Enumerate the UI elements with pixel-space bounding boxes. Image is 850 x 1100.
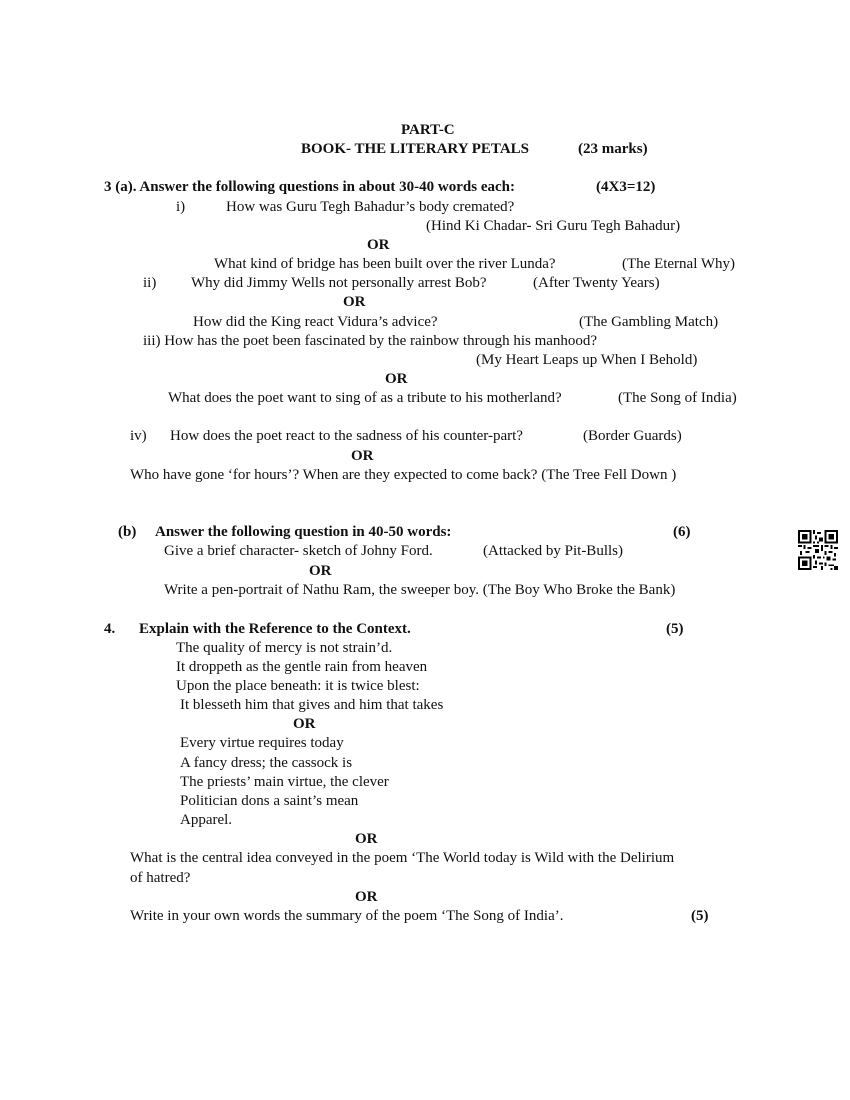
q3a-ii-source: (After Twenty Years) [533, 275, 660, 291]
book-title: BOOK- THE LITERARY PETALS [301, 141, 529, 157]
poem1-line: The quality of mercy is not strain’d. [176, 640, 393, 656]
q3b-marks: (6) [673, 524, 691, 540]
q4-summary-marks: (5) [691, 908, 709, 924]
q3a-iii-question: iii) How has the poet been fascinated by the rainbow through his manhood? [143, 333, 598, 349]
q3a-i-alt-question: What kind of bridge has been built over the river Lunda? [214, 256, 556, 272]
q3a-iii-alt-question: What does the poet want to sing of as a tribute to his motherland? [168, 390, 562, 406]
poem2-line: Politician dons a saint’s mean [180, 793, 359, 809]
or-separator: OR [343, 294, 366, 310]
q4-number: 4. [104, 621, 116, 637]
qr-code-icon [798, 530, 838, 570]
q3a-ii-alt-question: How did the King react Vidura’s advice? [193, 314, 438, 330]
poem2-line: The priests’ main virtue, the clever [180, 774, 389, 790]
q3a-heading: 3 (a). Answer the following questions in about 30-40 words each: [104, 179, 515, 195]
q3b-heading: Answer the following question in 40-50 words: [155, 524, 452, 540]
q3b-label: (b) [118, 524, 137, 540]
part-title: PART-C [401, 122, 455, 138]
q4-central-idea-question: What is the central idea conveyed in the poem ‘The World today is Wild with the Delirium [130, 850, 675, 866]
or-separator: OR [355, 831, 378, 847]
or-separator: OR [293, 716, 316, 732]
or-separator: OR [351, 448, 374, 464]
q4-central-idea-question-cont: of hatred? [130, 870, 191, 886]
q3a-iii-alt-source: (The Song of India) [618, 390, 737, 406]
q4-marks: (5) [666, 621, 684, 637]
q3a-i-question: How was Guru Tegh Bahadur’s body cremated? [226, 199, 515, 215]
q3a-iv-question: How does the poet react to the sadness of his counter-part? [170, 428, 523, 444]
q3b-question: Give a brief character- sketch of Johny Ford. [164, 543, 433, 559]
poem2-line: A fancy dress; the cassock is [180, 755, 353, 771]
q4-summary-question: Write in your own words the summary of the poem ‘The Song of India’. [130, 908, 564, 924]
q3b-alt-question: Write a pen-portrait of Nathu Ram, the sweeper boy. (The Boy Who Broke the Bank) [164, 582, 676, 598]
q3a-ii-question: Why did Jimmy Wells not personally arrest Bob? [191, 275, 487, 291]
or-separator: OR [309, 563, 332, 579]
poem1-line: It droppeth as the gentle rain from heaven [176, 659, 428, 675]
q3a-iii-source: (My Heart Leaps up When I Behold) [476, 352, 698, 368]
or-separator: OR [355, 889, 378, 905]
poem1-line: It blesseth him that gives and him that takes [180, 697, 444, 713]
q3a-i-source: (Hind Ki Chadar- Sri Guru Tegh Bahadur) [426, 218, 681, 234]
q3b-source: (Attacked by Pit-Bulls) [483, 543, 623, 559]
q3a-ii-number: ii) [143, 275, 157, 291]
or-separator: OR [367, 237, 390, 253]
q4-heading: Explain with the Reference to the Context. [139, 621, 411, 637]
or-separator: OR [385, 371, 408, 387]
q3a-iv-alt-question: Who have gone ‘for hours’? When are they expected to come back? (The Tree Fell Down ) [130, 467, 677, 483]
q3a-iv-source: (Border Guards) [583, 428, 682, 444]
part-marks: (23 marks) [578, 141, 648, 157]
poem1-line: Upon the place beneath: it is twice blest: [176, 678, 420, 694]
q3a-i-number: i) [176, 199, 186, 215]
poem2-line: Every virtue requires today [180, 735, 344, 751]
q3a-ii-alt-source: (The Gambling Match) [579, 314, 719, 330]
poem2-line: Apparel. [180, 812, 233, 828]
q3a-i-alt-source: (The Eternal Why) [622, 256, 736, 272]
q3a-marks: (4X3=12) [596, 179, 656, 195]
q3a-iv-number: iv) [130, 428, 147, 444]
